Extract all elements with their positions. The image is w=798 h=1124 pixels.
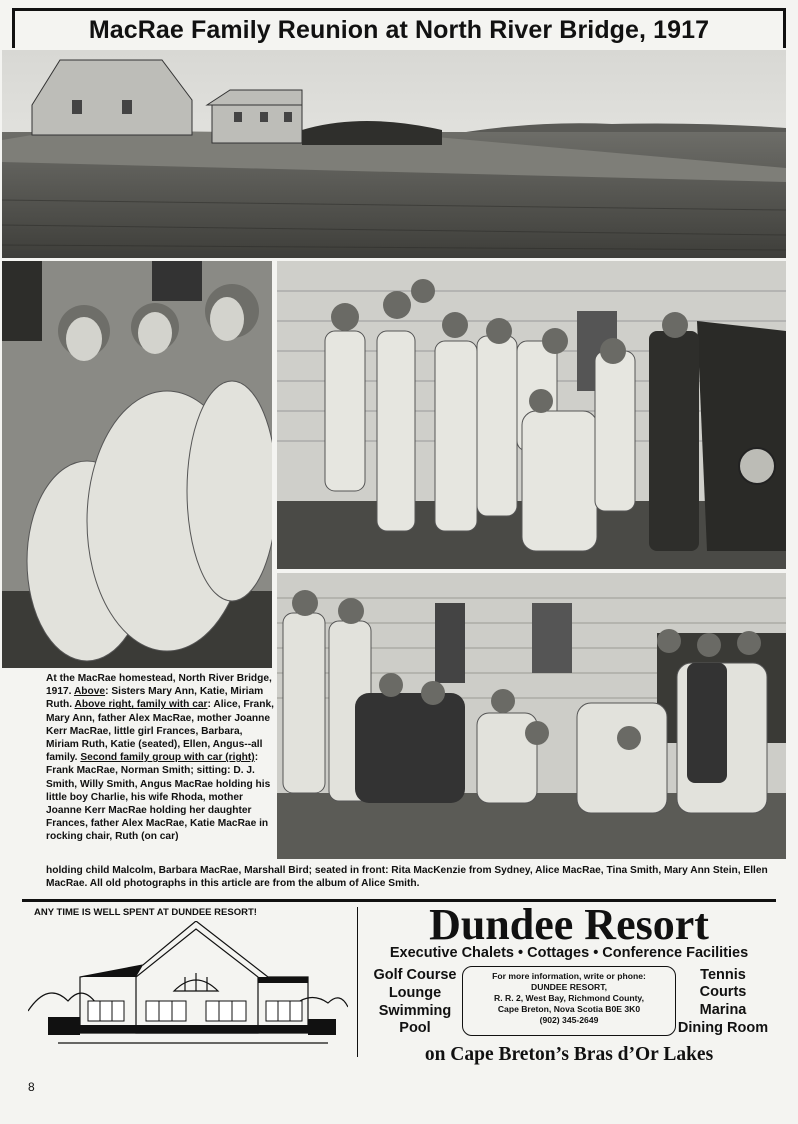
resort-name: Dundee Resort <box>429 900 709 949</box>
farmhouse-landscape-photo-icon <box>2 50 786 258</box>
caption-above-label: Above <box>73 686 106 698</box>
contact-box <box>462 966 676 1036</box>
amenity-dining: Dining Room <box>677 1020 769 1036</box>
amenity-marina: Marina <box>699 1002 747 1018</box>
second-family-group-photo-icon <box>277 573 786 859</box>
amenities-left <box>360 967 470 1037</box>
article-title: MacRae Family Reunion at North River Bridge, 1917 <box>88 16 710 44</box>
service-separator: • <box>518 945 524 961</box>
family-car-photo <box>277 261 786 569</box>
resort-services <box>362 945 776 961</box>
contact-intro: For more information, write or phone: <box>492 971 646 981</box>
caption-second-text: : Frank MacRae, Norman Smith; sitting: D. J. Smith, Willy Smith, Angus MacRae holding his little boy Charlie, his wife Rhoda, mother Joanne Kerr MacRae holding her daughter Frances, father Alex MacRae, Katie MacRae in rocking chair, Ruth (on car) <box>46 752 271 843</box>
service-conference: Conference Facilities <box>602 945 749 961</box>
caption-above-right-text: : Alice, Frank, Mary Ann, father Alex MacRae, mother Joanne Kerr MacRae, little girl Frances, Barbara, Miriam Ruth, Katie (seated), Ellen, Angus--all family. <box>46 699 274 764</box>
caption-above-text: : Sisters Mary Ann, Katie, Miriam Ruth. <box>46 686 264 711</box>
contact-line2: R. R. 2, West Bay, Richmond County, <box>494 993 644 1003</box>
amenity-lounge: Lounge <box>388 985 442 1001</box>
service-cottages: Cottages <box>527 945 590 961</box>
caption-intro: At the MacRae homestead, North River Bridge, 1917. <box>46 673 272 698</box>
title-bar <box>12 8 786 48</box>
ad-divider <box>357 907 358 1057</box>
homestead-photo <box>2 50 786 258</box>
three-sisters-portrait-photo-icon <box>2 261 272 668</box>
caption-second-label: Second family group with car (right) <box>80 752 255 764</box>
family-with-car-photo-icon <box>277 261 786 569</box>
dundee-resort-ad <box>22 899 776 1075</box>
amenities-right <box>670 967 776 1038</box>
amenity-golf: Golf Course <box>373 967 457 983</box>
page-number: 8 <box>28 1080 35 1094</box>
contact-line1: DUNDEE RESORT, <box>531 982 607 992</box>
photo-caption-tail: holding child Malcolm, Barbara MacRae, Marshall Bird; seated in front: Rita MacKenzie from Sydney, Alice MacRae, Tina Smith, Mary Ann Stein, Ellen MacRae. All old photographs in this article are from the album of Alice Smith. <box>46 865 768 890</box>
service-chalets: Executive Chalets <box>389 945 514 961</box>
amenity-pool: Swimming Pool <box>378 1003 452 1036</box>
ad-house-drawing <box>28 921 348 1061</box>
ad-tagline: ANY TIME IS WELL SPENT AT DUNDEE RESORT! <box>34 907 257 918</box>
photo-caption <box>46 672 278 844</box>
contact-phone: (902) 345-2649 <box>539 1015 599 1025</box>
service-separator: • <box>593 945 599 961</box>
resort-building-drawing-icon <box>28 921 348 1061</box>
contact-line3: Cape Breton, Nova Scotia B0E 3K0 <box>497 1004 641 1014</box>
sisters-photo <box>2 261 272 668</box>
caption-above-right-label: Above right, family with car <box>74 699 208 711</box>
resort-location: on Cape Breton’s Bras d’Or Lakes <box>424 1044 714 1065</box>
second-group-photo <box>277 573 786 859</box>
amenity-tennis: Tennis Courts <box>699 967 747 1000</box>
